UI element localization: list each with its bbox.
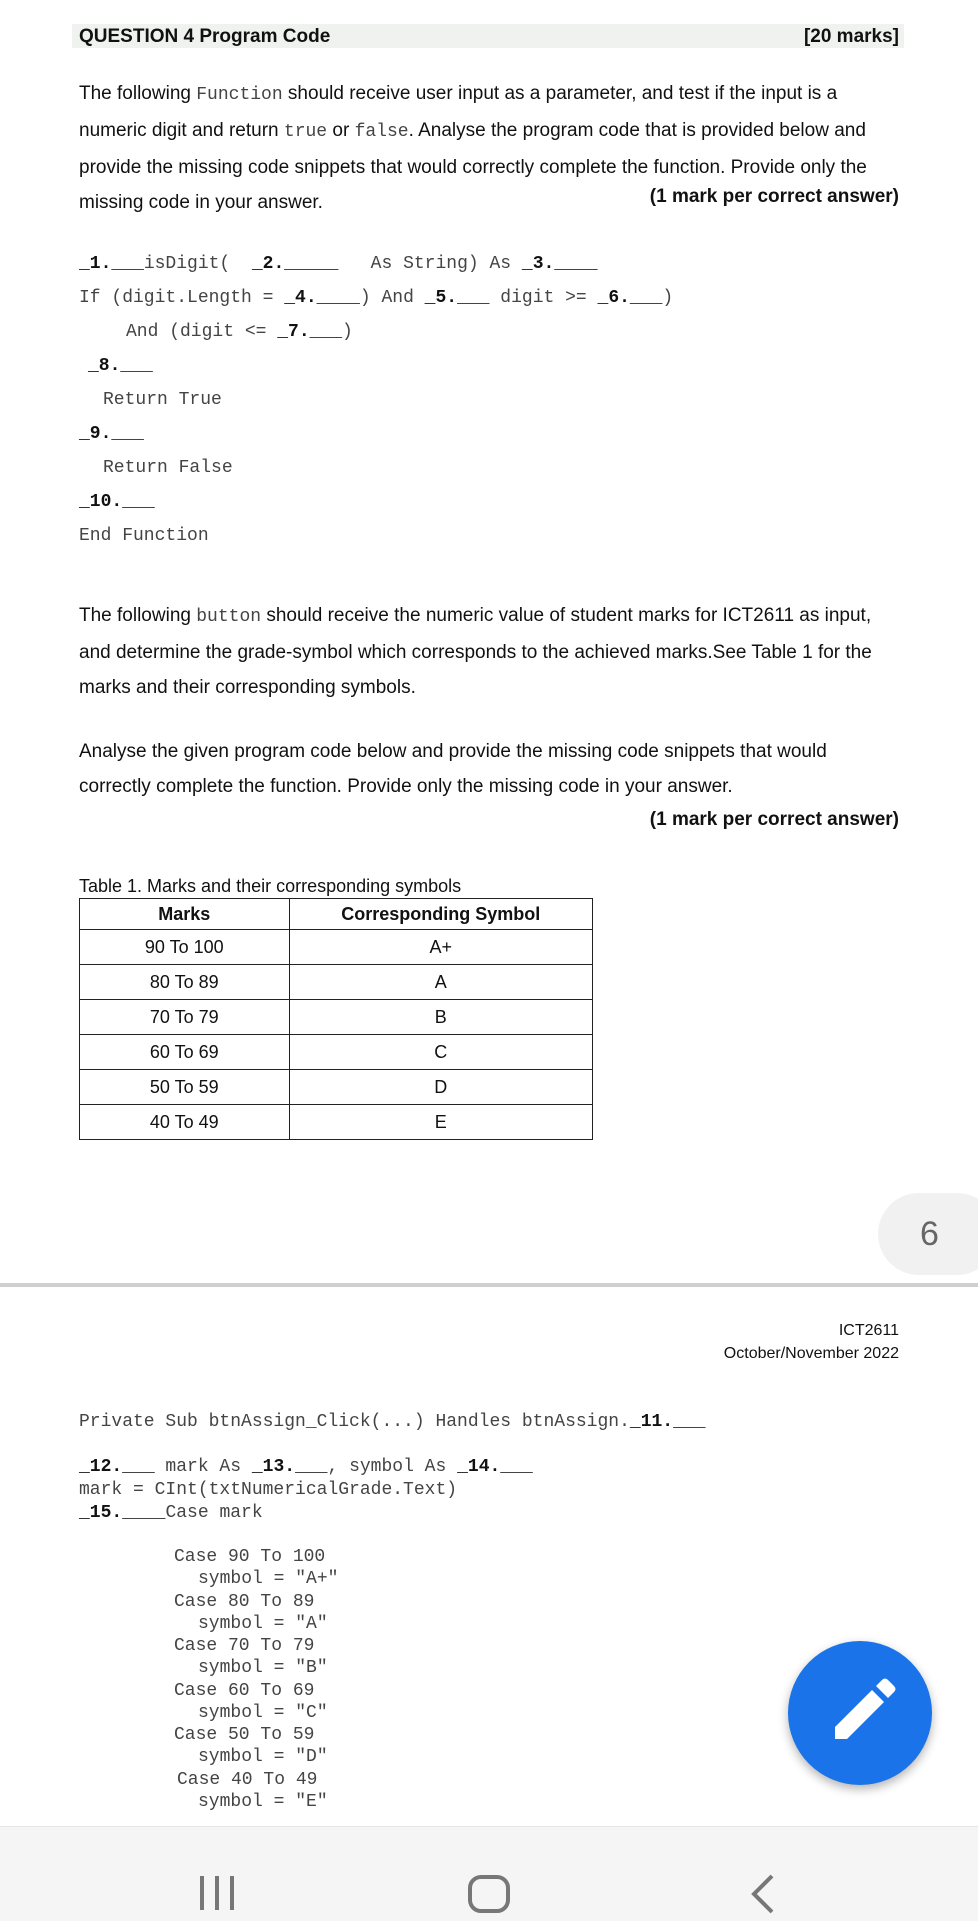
code-symbol: symbol = "D": [198, 1747, 328, 1767]
code-line-function-signature: _1.___isDigit( _2._____ As String) As _3.____: [79, 254, 598, 274]
part1-mark-note: (1 mark per correct answer): [649, 186, 899, 207]
marks-table: [79, 898, 593, 1140]
code-line-and: And (digit <= _7.___): [126, 322, 353, 342]
table-cell: 80 To 89: [80, 965, 290, 1000]
table-cell: 70 To 79: [80, 1000, 290, 1035]
table-cell: 40 To 49: [80, 1105, 290, 1140]
part1-intro: The following Function should receive user input as a parameter, and test if the input is a numeric digit and return true or false. Analyse the program code that is provided below and provide the missing code snippets that would correctly complete the function. Provide only the missing code in your answer.: [79, 83, 867, 213]
code-line-if: If (digit.Length = _4.____) And _5.___ digit >= _6.___): [79, 288, 674, 308]
code-line-return-false: Return False: [103, 458, 233, 478]
table-cell: A+: [289, 930, 592, 965]
table-cell: B: [289, 1000, 592, 1035]
code-line-sub: Private Sub btnAssign_Click(...) Handles btnAssign._11.___: [79, 1412, 706, 1432]
code-line-blank-8: _8.___: [88, 356, 153, 376]
table-caption: Table 1. Marks and their corresponding symbols: [79, 876, 462, 896]
part2-mark-note: (1 mark per correct answer): [649, 809, 899, 830]
table-row: [80, 1105, 593, 1140]
page-header-course: ICT2611: [838, 1322, 899, 1339]
code-symbol: symbol = "A": [198, 1614, 328, 1634]
code-symbol: symbol = "B": [198, 1658, 328, 1678]
code-line-return-true: Return True: [103, 390, 222, 410]
page-divider: [0, 1283, 978, 1287]
table-cell: C: [289, 1035, 592, 1070]
code-case: Case 70 To 79: [174, 1636, 315, 1656]
code-line-blank-9: _9.___: [79, 424, 144, 444]
table-cell: 60 To 69: [80, 1035, 290, 1070]
code-line-dim: _12.___ mark As _13.___, symbol As _14.___: [79, 1457, 533, 1477]
table-cell: 90 To 100: [80, 930, 290, 965]
recent-apps-icon[interactable]: [197, 1874, 237, 1912]
code-case: Case 40 To 49: [177, 1770, 318, 1790]
code-case: Case 50 To 59: [174, 1725, 315, 1745]
code-symbol: symbol = "E": [198, 1792, 328, 1812]
code-case: Case 60 To 69: [174, 1681, 315, 1701]
code-case: Case 80 To 89: [174, 1592, 315, 1612]
table-row: [80, 1000, 593, 1035]
question-marks: [20 marks]: [803, 26, 899, 47]
table-row: [80, 930, 593, 965]
question-title: QUESTION 4 Program Code: [79, 26, 331, 47]
table-cell: 50 To 59: [80, 1070, 290, 1105]
code-line-blank-10: _10.___: [79, 492, 155, 512]
table-cell: A: [289, 965, 592, 1000]
home-icon[interactable]: [467, 1874, 511, 1914]
part2-intro-a: The following button should receive the numeric value of student marks for ICT2611 as input, and determine the grade-symbol which corresponds to the achieved marks.See Table 1 for the marks and their corresponding symbols.: [79, 605, 872, 698]
table-header-cell: Corresponding Symbol: [289, 899, 592, 930]
code-symbol: symbol = "C": [198, 1703, 328, 1723]
code-line-end-function: End Function: [79, 526, 209, 546]
table-cell: E: [289, 1105, 592, 1140]
table-row: [80, 965, 593, 1000]
pencil-icon: [788, 1641, 932, 1785]
code-symbol: symbol = "A+": [198, 1569, 339, 1589]
page-number-badge: 6: [878, 1193, 978, 1275]
page-header-exam-period: October/November 2022: [723, 1345, 899, 1362]
code-line-select: _15.____Case mark: [79, 1503, 263, 1523]
table-row: [80, 1035, 593, 1070]
back-icon[interactable]: [748, 1872, 778, 1916]
code-line-assign: mark = CInt(txtNumericalGrade.Text): [79, 1480, 458, 1500]
code-case: Case 90 To 100: [174, 1547, 326, 1567]
table-header-row: [80, 899, 593, 930]
part2-intro-b: Analyse the given program code below and provide the missing code snippets that would correctly complete the function. Provide only the missing code in your answer.: [79, 741, 827, 797]
edit-fab-button[interactable]: [788, 1641, 932, 1785]
table-row: [80, 1070, 593, 1105]
table-cell: D: [289, 1070, 592, 1105]
table-header-cell: Marks: [80, 899, 290, 930]
